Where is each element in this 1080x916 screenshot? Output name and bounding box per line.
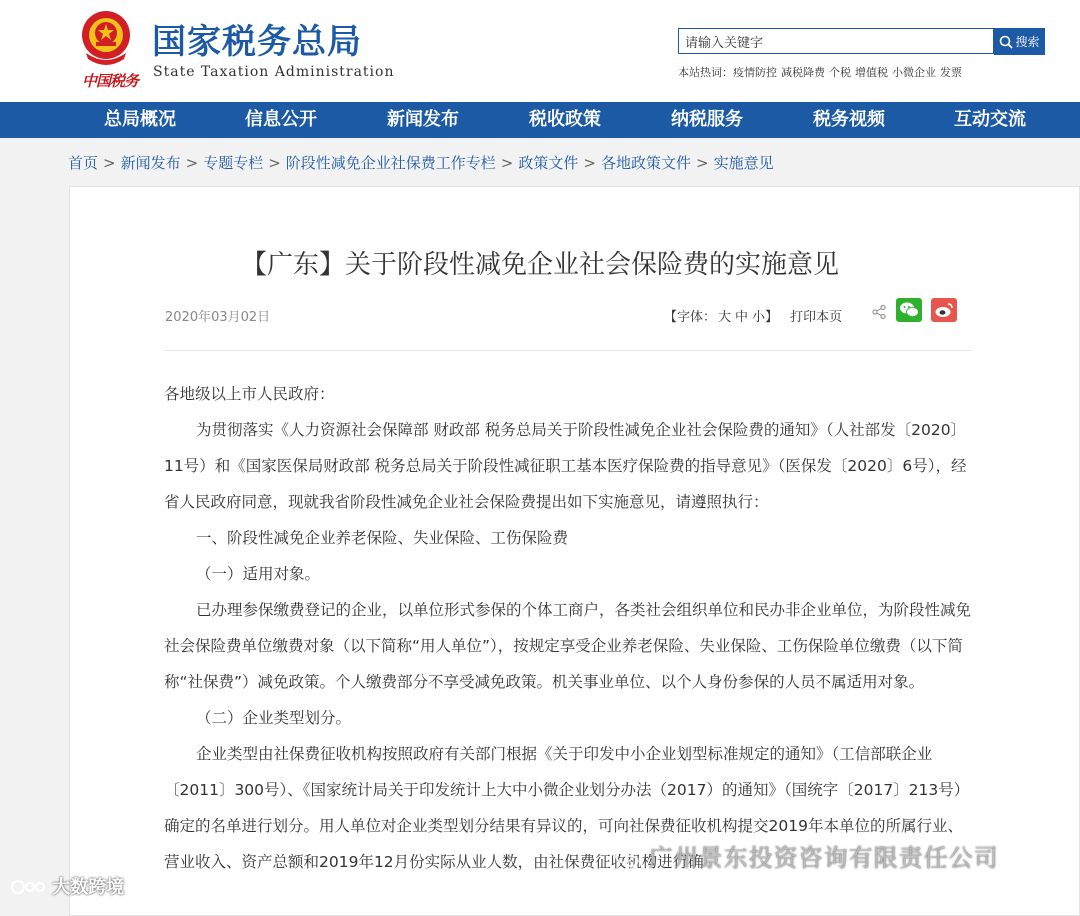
article-date: 2020年03月02日	[165, 310, 271, 325]
search-button-label: 搜索	[1015, 35, 1040, 49]
breadcrumb-link[interactable]: 阶段性减免企业社保费工作专栏	[285, 154, 496, 172]
print-button[interactable]: 打印本页	[790, 310, 843, 325]
paragraph: 企业类型由社保费征收机构按照政府有关部门根据《关于印发中小企业划型标准规定的通知》（工信部联企业〔2011〕300号）、《国家统计局关于印发统计上大中小微企业划分办法（2017）的通知》（国统字〔2017〕213号）确定的名单进行划分。用人单位对企业类型划分结果有异议的，可向社保费征收机构提交2019年本单位的所属行业、营业收入、资产总额和2019年12月份实际从业人数，由社保费征收机构进行确	[164, 745, 970, 871]
breadcrumb-link[interactable]: 专题专栏	[203, 154, 264, 172]
site-subtitle: State Taxation Administration	[153, 64, 395, 80]
paragraph: 为贯彻落实《人力资源社会保障部 财政部 税务总局关于阶段性减免企业社会保险费的通知》（人社部发〔2020〕11号）和《国家医保局财政部 税务总局关于阶段性减征职工基本医疗保险费的指导意见》（医保发〔2020〕6号），经省人民政府同意，现就我省阶段性减免企业社会保险费提出如下实施意见，请遵照执行：	[164, 421, 967, 511]
wechat-watermark-icon	[614, 846, 640, 870]
breadcrumb-separator: >	[500, 154, 514, 172]
hot-words-label: 本站热词：	[678, 66, 733, 79]
breadcrumb	[68, 152, 774, 173]
hot-word-link[interactable]: 减税降费	[781, 66, 825, 79]
article-tools	[664, 306, 846, 325]
nav-item-info-disclosure[interactable]: 信息公开	[245, 109, 317, 130]
breadcrumb-separator: >	[268, 154, 281, 172]
seal-logo-text: 中国税务	[82, 72, 139, 90]
breadcrumb-link[interactable]: 政策文件	[518, 154, 579, 172]
subsection-heading: （一）适用对象。	[196, 565, 321, 583]
national-emblem-icon	[80, 9, 132, 67]
weibo-share-icon[interactable]	[931, 298, 957, 322]
breadcrumb-separator: >	[695, 154, 709, 172]
breadcrumb-link[interactable]: 新闻发布	[120, 154, 181, 172]
breadcrumb-link[interactable]: 各地政策文件	[600, 154, 691, 172]
salutation: 各地级以上市人民政府：	[164, 385, 335, 403]
hot-word-link[interactable]: 发票	[940, 66, 962, 79]
breadcrumb-separator: >	[185, 154, 199, 172]
watermark-right-text: 广州景东投资咨询有限责任公司	[648, 844, 999, 872]
hot-word-link[interactable]: 小微企业	[892, 66, 936, 79]
nav-item-interaction[interactable]: 互动交流	[954, 109, 1026, 130]
hot-word-link[interactable]: 增值税	[855, 66, 888, 79]
watermark-right	[614, 838, 999, 873]
nav-item-news[interactable]: 新闻发布	[387, 109, 459, 130]
breadcrumb-link[interactable]: 首页	[68, 154, 99, 172]
search-input[interactable]	[679, 29, 991, 53]
search-button[interactable]	[994, 28, 1045, 55]
article-title: 【广东】关于阶段性减免企业社会保险费的实施意见	[240, 250, 839, 280]
search-icon	[999, 35, 1013, 49]
breadcrumb-separator: >	[103, 154, 116, 172]
hot-word-link[interactable]: 疫情防控	[733, 66, 777, 79]
breadcrumb-link[interactable]: 实施意见	[713, 154, 774, 172]
nav-item-tax-policy[interactable]: 税收政策	[529, 109, 601, 130]
hot-word-link[interactable]: 个税	[829, 66, 851, 79]
watermark-left	[10, 873, 124, 899]
nav-item-overview[interactable]: 总局概况	[104, 109, 176, 130]
font-small-button[interactable]: 小】	[752, 310, 779, 325]
watermark-left-text: 大数跨境	[52, 877, 125, 898]
site-title[interactable]: 国家税务总局	[152, 22, 362, 62]
wechat-share-icon[interactable]	[896, 298, 922, 322]
section-heading: 一、阶段性减免企业养老保险、失业保险、工伤保险费	[196, 529, 569, 547]
font-medium-button[interactable]: 中	[735, 310, 749, 325]
nav-item-taxpayer-service[interactable]: 纳税服务	[671, 109, 743, 130]
watermark-logo-icon	[10, 878, 46, 896]
main-nav	[0, 102, 1080, 138]
font-size-label: 【字体：	[664, 310, 717, 325]
hot-words	[678, 64, 966, 80]
nav-item-tax-video[interactable]: 税务视频	[813, 109, 885, 130]
divider	[164, 350, 972, 351]
breadcrumb-separator: >	[583, 154, 596, 172]
share-icon[interactable]	[871, 304, 887, 320]
article-body	[164, 376, 972, 880]
paragraph: 已办理参保缴费登记的企业，以单位形式参保的个体工商户，各类社会组织单位和民办非企业单位，为阶段性减免社会保险费单位缴费对象（以下简称“用人单位”），按规定享受企业养老保险、失业保险、工伤保险单位缴费（以下简称“社保费”）减免政策。个人缴费部分不享受减免政策。机关事业单位、以个人身份参保的人员不属适用对象。	[164, 601, 972, 691]
search-box	[678, 28, 994, 54]
subsection-heading: （二）企业类型划分。	[196, 709, 352, 727]
site-header	[0, 0, 1080, 102]
font-large-button[interactable]: 大	[718, 310, 732, 325]
